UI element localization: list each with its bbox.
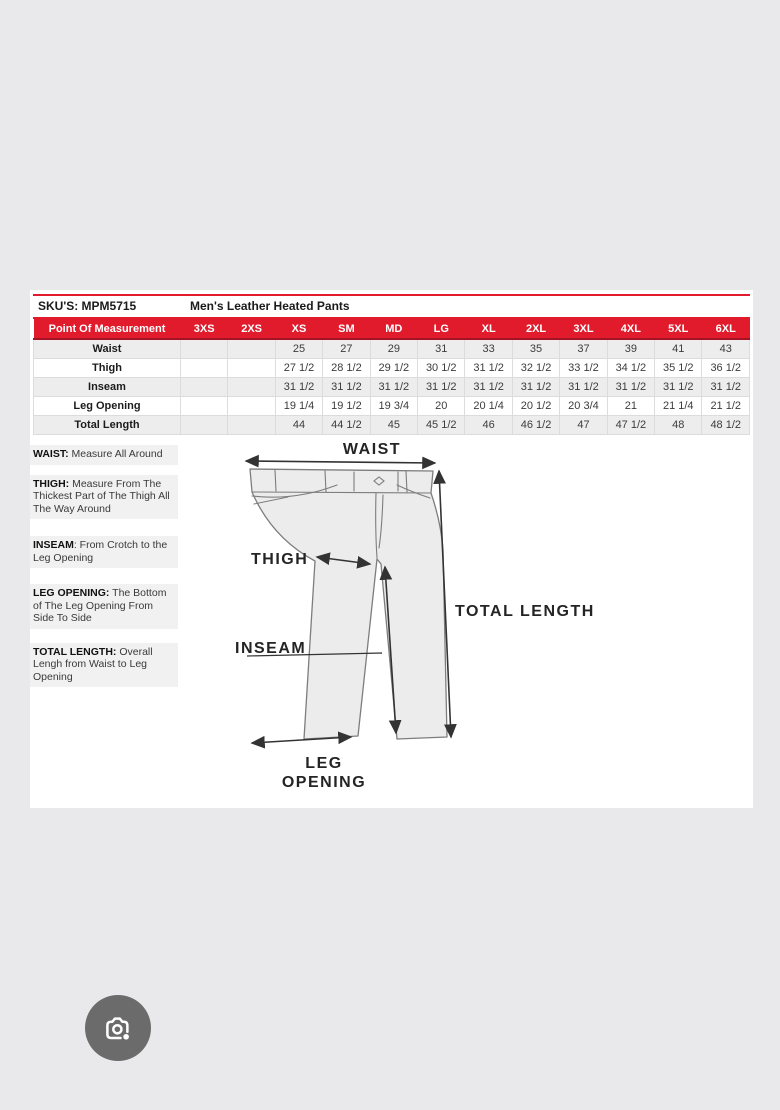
size-table — [33, 319, 750, 435]
table-row — [34, 416, 750, 435]
table-row — [34, 359, 750, 378]
definition-text: : From Crotch to the Leg Opening — [33, 539, 168, 564]
measurement-value: 31 1/2 — [607, 378, 654, 397]
definition-inseam — [30, 536, 178, 568]
definition-term: LEG OPENING: — [33, 587, 110, 599]
measurement-label: Total Length — [34, 416, 181, 435]
measurement-value: 45 — [370, 416, 417, 435]
measurement-value: 20 3/4 — [560, 397, 607, 416]
measurement-value: 21 1/2 — [702, 397, 750, 416]
product-title: Men's Leather Heated Pants — [190, 299, 350, 313]
size-column-header: SM — [323, 319, 370, 339]
measurement-value: 19 1/2 — [323, 397, 370, 416]
measurement-value: 31 — [418, 339, 465, 359]
measurement-value: 31 1/2 — [465, 378, 512, 397]
measurement-value: 32 1/2 — [512, 359, 559, 378]
definition-term: THIGH: — [33, 477, 70, 490]
definition-text: Overall Lengh from Waist to Leg Opening — [33, 645, 153, 683]
measurement-value: 30 1/2 — [418, 359, 465, 378]
diagram-total-length-label: TOTAL LENGTH — [455, 603, 595, 620]
definition-text: Measure All Around — [68, 448, 163, 460]
definition-text: The Bottom of The Leg Opening From Side To Side — [33, 587, 167, 624]
measurement-value — [228, 416, 275, 435]
size-column-header: 3XL — [560, 319, 607, 339]
camera-lens-icon — [98, 1008, 138, 1048]
measurement-label: Inseam — [34, 378, 181, 397]
size-column-header: 3XS — [181, 319, 228, 339]
measurement-value: 19 3/4 — [370, 397, 417, 416]
measurement-value — [181, 339, 228, 359]
measurement-value — [181, 416, 228, 435]
measurement-value: 31 1/2 — [560, 378, 607, 397]
measurement-value: 37 — [560, 339, 607, 359]
table-row — [34, 378, 750, 397]
measurement-value: 21 1/4 — [655, 397, 702, 416]
measurement-value — [181, 397, 228, 416]
measurement-value — [228, 339, 275, 359]
definition-term: WAIST: — [33, 448, 69, 460]
measurement-value: 27 — [323, 339, 370, 359]
table-row — [34, 397, 750, 416]
measurement-value: 45 1/2 — [418, 416, 465, 435]
diagram-thigh-label: THIGH — [251, 551, 309, 568]
definition-leg-opening — [30, 584, 178, 629]
measurement-value: 47 — [560, 416, 607, 435]
measurement-value: 29 1/2 — [370, 359, 417, 378]
waist-arrow — [246, 461, 435, 463]
pants-outline — [250, 469, 447, 739]
measurement-value: 21 — [607, 397, 654, 416]
measurement-value: 31 1/2 — [275, 378, 322, 397]
measurement-value: 31 1/2 — [370, 378, 417, 397]
size-column-header: LG — [418, 319, 465, 339]
definition-text: Measure From The Thickest Part of The Thigh All The Way Around — [33, 477, 170, 515]
measurement-label: Leg Opening — [34, 397, 181, 416]
measurement-value: 48 — [655, 416, 702, 435]
measurement-value — [181, 378, 228, 397]
lens-search-button[interactable] — [85, 995, 151, 1061]
diagram-leg-opening-label — [282, 754, 366, 792]
measurement-value: 25 — [275, 339, 322, 359]
measurement-value: 29 — [370, 339, 417, 359]
measurement-value: 33 1/2 — [560, 359, 607, 378]
point-of-measurement-header: Point Of Measurement — [34, 319, 181, 339]
diagram-inseam-label: INSEAM — [235, 640, 307, 657]
size-chart-panel — [30, 290, 753, 808]
measurement-value: 43 — [702, 339, 750, 359]
measurement-value — [228, 359, 275, 378]
size-table-header-row — [34, 319, 750, 339]
measurement-value: 34 1/2 — [607, 359, 654, 378]
measurement-value — [228, 397, 275, 416]
measurement-value: 27 1/2 — [275, 359, 322, 378]
sku-label: SKU'S: MPM5715 — [38, 299, 137, 313]
definition-total-length — [30, 643, 178, 688]
leg-opening-line1: LEG — [305, 755, 343, 772]
measurement-value: 41 — [655, 339, 702, 359]
definition-thigh — [30, 475, 178, 520]
definition-waist — [30, 445, 178, 465]
leg-opening-line2: OPENING — [281, 774, 367, 791]
measurement-value: 44 1/2 — [323, 416, 370, 435]
measurement-value: 31 1/2 — [512, 378, 559, 397]
measurement-label: Thigh — [34, 359, 181, 378]
size-column-header: MD — [370, 319, 417, 339]
measurement-value: 39 — [607, 339, 654, 359]
measurement-value: 31 1/2 — [418, 378, 465, 397]
measurement-definitions — [30, 445, 188, 687]
measurement-value: 46 — [465, 416, 512, 435]
measurement-value: 35 1/2 — [655, 359, 702, 378]
size-column-header: 5XL — [655, 319, 702, 339]
measurement-value: 31 1/2 — [702, 378, 750, 397]
size-column-header: 4XL — [607, 319, 654, 339]
table-row — [34, 339, 750, 359]
size-column-header: XS — [275, 319, 322, 339]
measurement-value: 19 1/4 — [275, 397, 322, 416]
measurement-value: 28 1/2 — [323, 359, 370, 378]
definition-term: INSEAM — [33, 539, 74, 551]
measurement-value: 33 — [465, 339, 512, 359]
measurement-value: 31 1/2 — [323, 378, 370, 397]
measurement-value: 31 1/2 — [655, 378, 702, 397]
measurement-value: 31 1/2 — [465, 359, 512, 378]
measurement-label: Waist — [34, 339, 181, 359]
measurement-value: 20 — [418, 397, 465, 416]
size-column-header: 2XS — [228, 319, 275, 339]
size-column-header: XL — [465, 319, 512, 339]
measurement-value: 47 1/2 — [607, 416, 654, 435]
size-table-section — [33, 294, 750, 435]
size-column-header: 6XL — [702, 319, 750, 339]
measurement-value — [181, 359, 228, 378]
definition-term: TOTAL LENGTH: — [33, 645, 117, 658]
size-column-header: 2XL — [512, 319, 559, 339]
leg-opening-arrow — [252, 737, 351, 743]
measurement-value — [228, 378, 275, 397]
sku-row — [33, 296, 750, 317]
measurement-value: 36 1/2 — [702, 359, 750, 378]
measurement-value: 35 — [512, 339, 559, 359]
measurement-value: 20 1/4 — [465, 397, 512, 416]
measurement-value: 44 — [275, 416, 322, 435]
measurement-value: 20 1/2 — [512, 397, 559, 416]
measurement-value: 46 1/2 — [512, 416, 559, 435]
diagram-waist-label: WAIST — [342, 441, 402, 458]
measurement-value: 48 1/2 — [702, 416, 750, 435]
